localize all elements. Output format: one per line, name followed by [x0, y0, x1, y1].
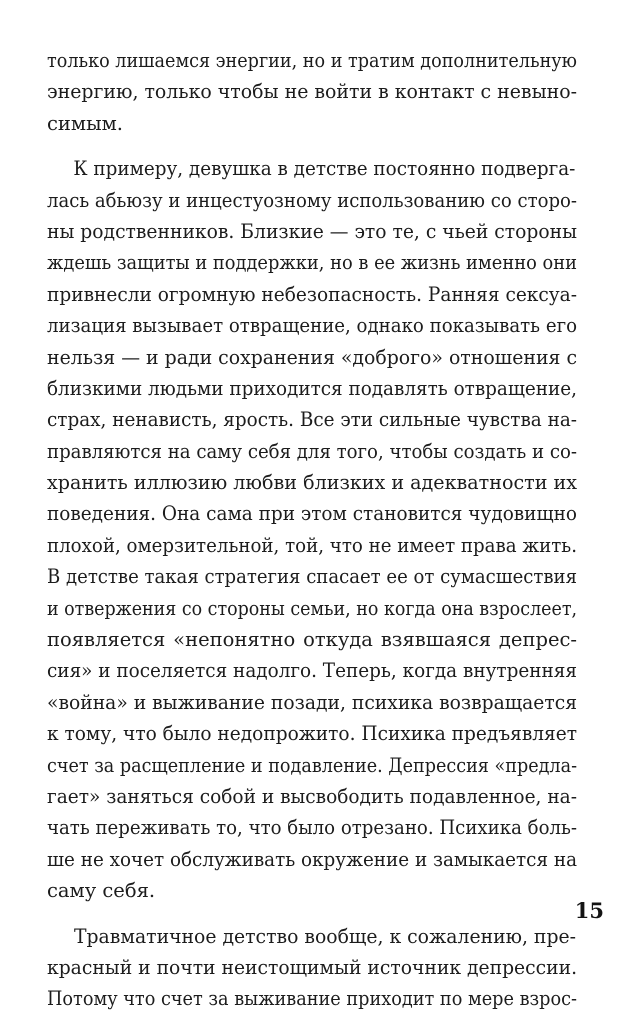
text-line: К примеру, девушка в детстве постоянно подверга- [73, 157, 576, 181]
text-line: Потому что счет за выживание приходит по мере взрос- [47, 987, 577, 1011]
text-line: близкими людьми приходится подавлять отвращение, [47, 376, 577, 400]
text-line: правляются на саму себя для того, чтобы создать и со- [47, 439, 577, 463]
text-line: появляется «непонятно откуда взявшаяся депрес- [47, 628, 577, 652]
text-line: счет за расщепление и подавление. Депрессия «предла- [47, 753, 578, 777]
text-line: сия» и поселяется надолго. Теперь, когда внутренняя [47, 659, 578, 683]
paragraph-2 [47, 153, 577, 906]
text-line: к тому, что было недопрожито. Психика предъявляет [47, 722, 577, 746]
text-line: хранить иллюзию любви близких и адекватности их [47, 471, 578, 495]
paragraph-1 [47, 45, 577, 139]
text-line: красный и почти неистощимый источник депрессии. [47, 955, 578, 979]
text-line: ше не хочет обслуживать окружение и замыкается на [47, 847, 578, 871]
text-line: «война» и выживание позади, психика возвращается [47, 690, 578, 714]
text-line: привнесли огромную небезопасность. Ранняя сексуа- [47, 282, 578, 306]
text-line: нельзя — и ради сохранения «доброго» отношения с [47, 345, 578, 369]
text-line: лизация вызывает отвращение, однако показывать его [47, 314, 578, 338]
text-line: страх, ненависть, ярость. Все эти сильные чувства на- [47, 408, 577, 432]
text-line: симым. [47, 111, 123, 135]
text-line: только лишаемся энергии, но и тратим дополнительную [47, 49, 577, 72]
text-line: В детстве такая стратегия спасает ее от сумасшествия [47, 565, 577, 589]
text-line: саму себя. [47, 879, 156, 903]
text-line: гает» заняться собой и высвободить подавленное, на- [47, 784, 578, 808]
paragraph-3 [47, 921, 577, 1015]
text-line: и отвержения со стороны семьи, но когда она взрослеет, [47, 596, 578, 620]
body-text [47, 45, 577, 1015]
text-line: энергию, только чтобы не войти в контакт с невыно- [47, 80, 577, 104]
text-line: поведения. Она сама при этом становится чудовищно [47, 502, 577, 526]
text-line: ны родственников. Близкие — это те, с чьей стороны [47, 219, 578, 243]
text-line: ждешь защиты и поддержки, но в ее жизнь именно они [47, 251, 577, 275]
text-line: плохой, омерзительной, той, что не имеет права жить. [47, 533, 577, 557]
text-line: Травматичное детство вообще, к сожалению, пре- [73, 924, 576, 948]
page-number: 15 [574, 898, 604, 923]
text-line: чать переживать то, что было отрезано. Психика боль- [47, 816, 578, 840]
text-line: лась абьюзу и инцестуозному использованию со сторо- [47, 188, 578, 212]
